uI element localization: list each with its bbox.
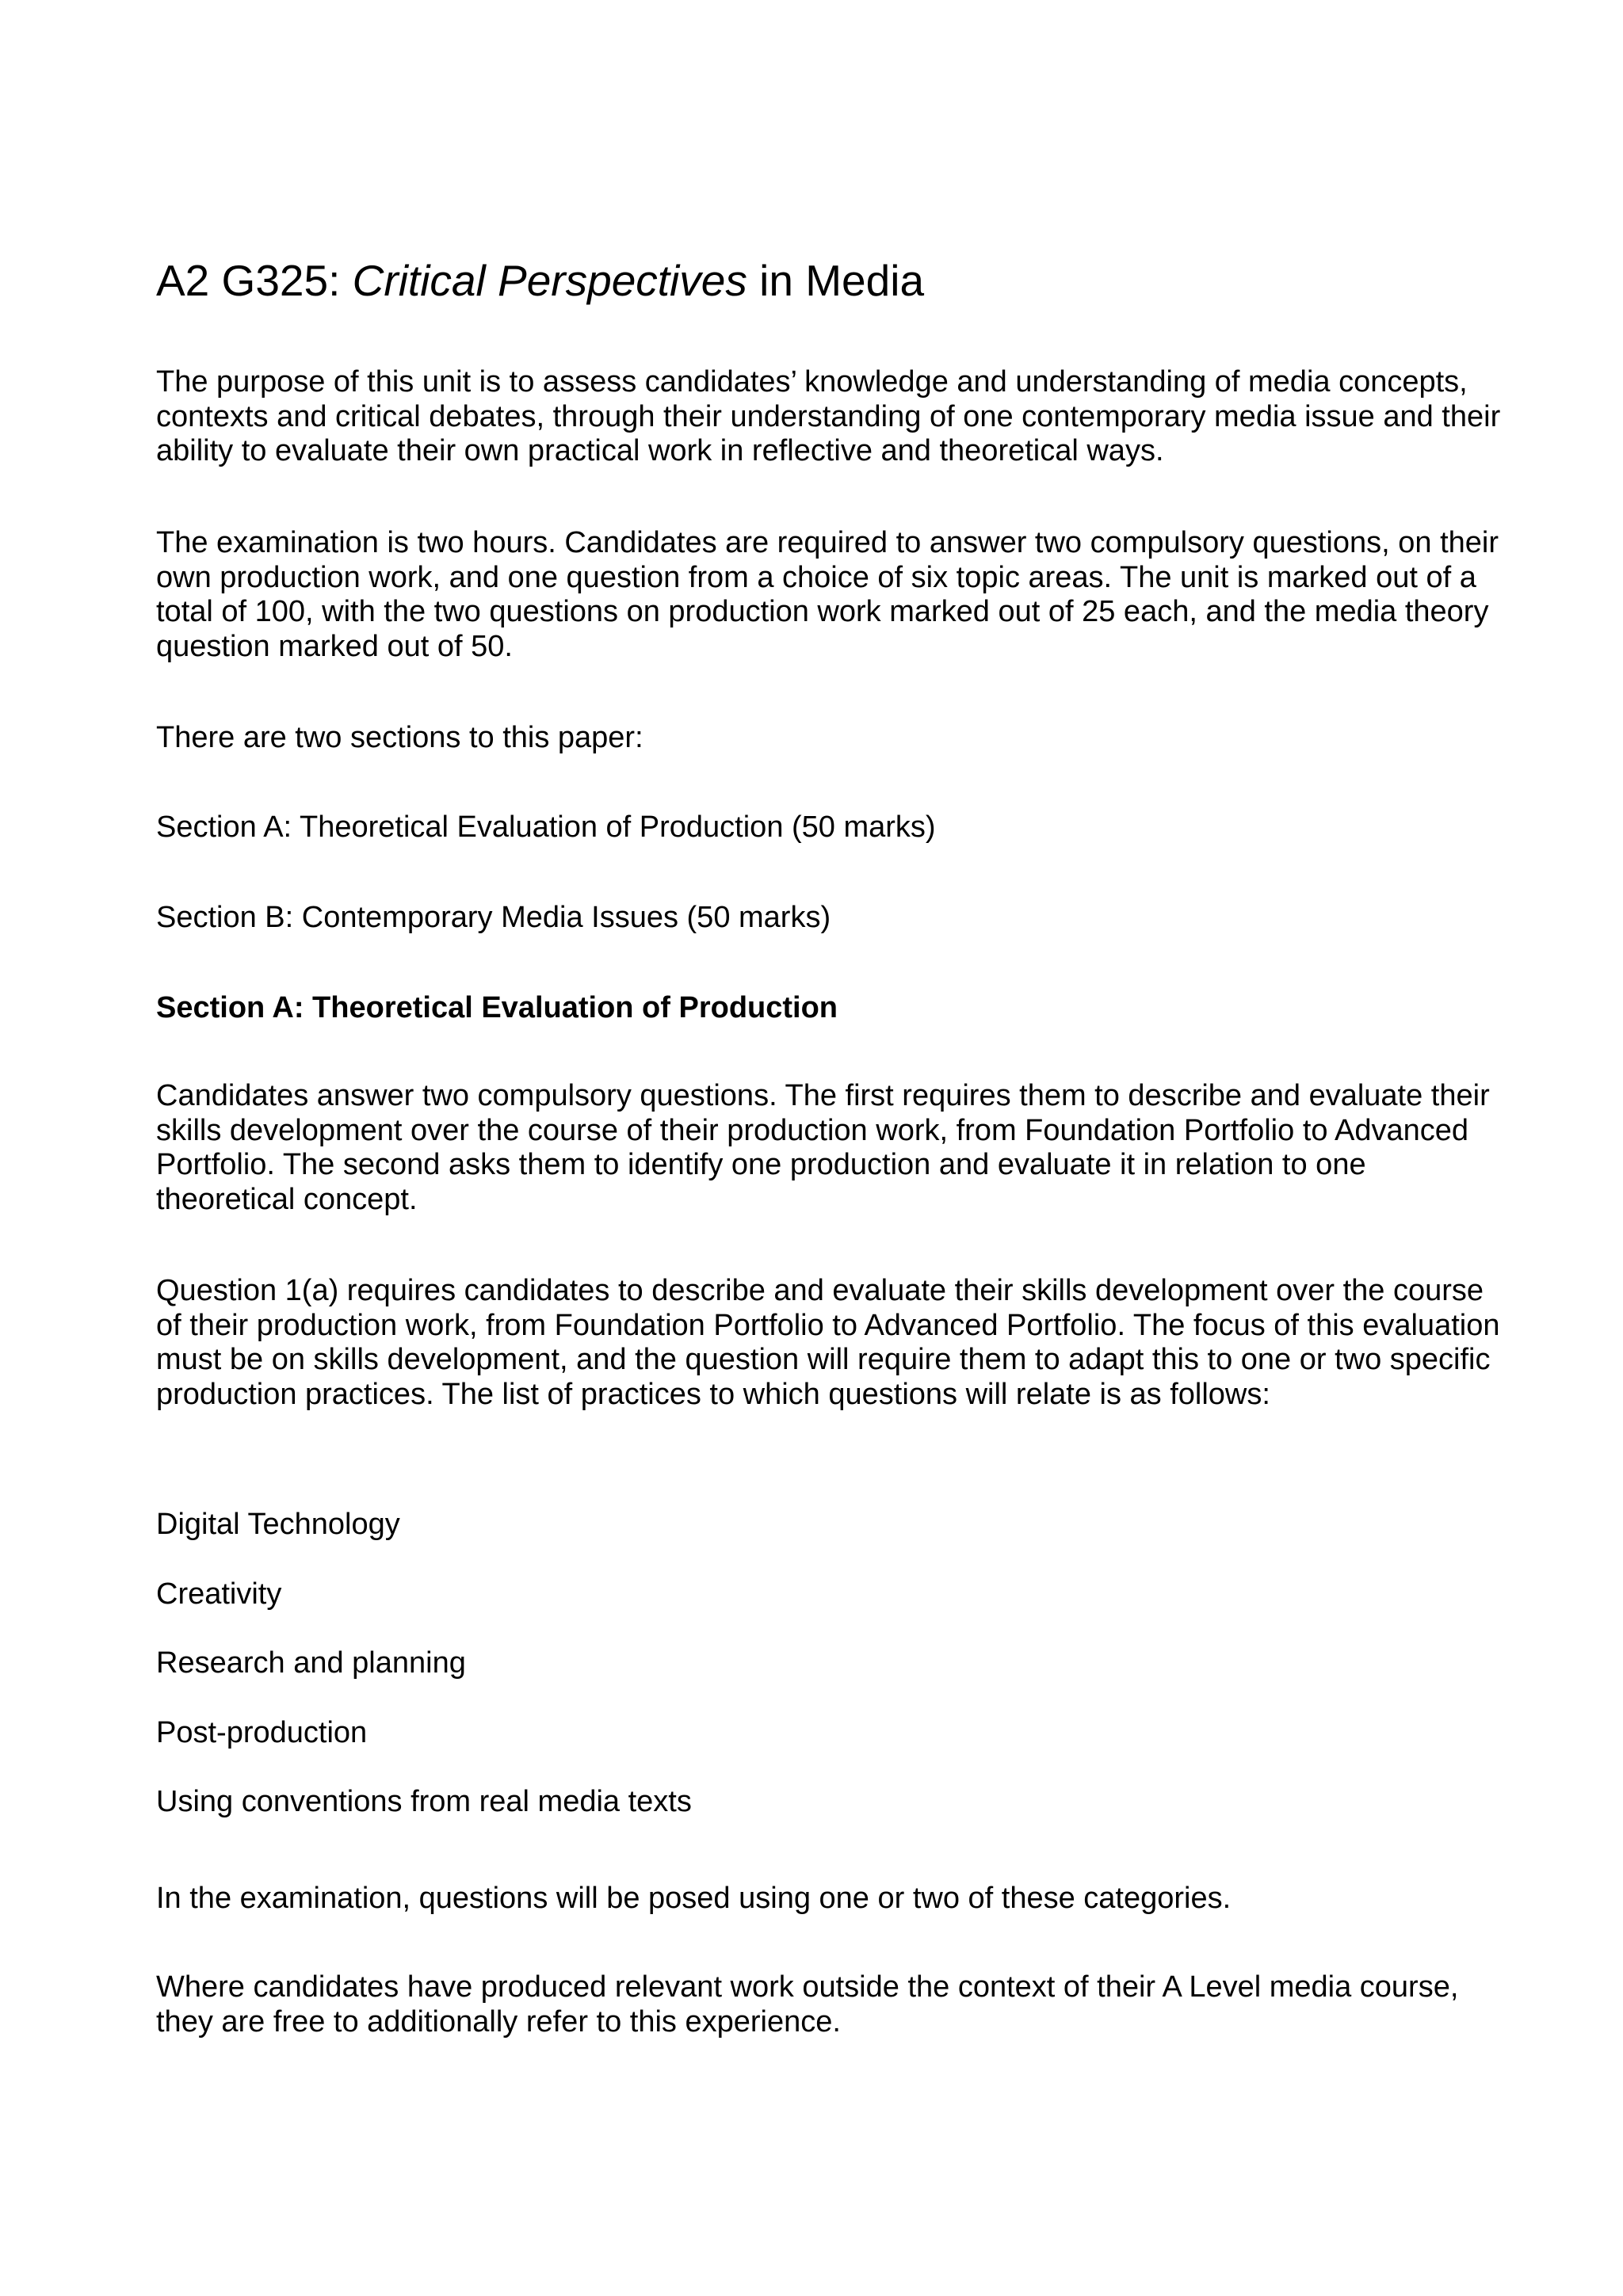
section-a-heading: Section A: Theoretical Evaluation of Production: [156, 991, 838, 1024]
practice-item: Research and planning: [156, 1646, 466, 1680]
title-prefix: A2 G325:: [156, 256, 353, 305]
categories-note: In the examination, questions will be posed using one or two of these categories.: [156, 1882, 1232, 1915]
practice-item: Digital Technology: [156, 1508, 400, 1541]
title-italic: Critical Perspectives: [352, 256, 747, 305]
section-a-paragraph: Candidates answer two compulsory questions. The first requires them to describe and evaluate their skills development over the course of their production work, from Foundation Portfolio to Advanced Portfolio. The second asks them to identify one production and evaluate it in relation to one theoretical concept.: [156, 1079, 1490, 1216]
sections-intro: There are two sections to this paper:: [156, 721, 643, 754]
practice-item: Post-production: [156, 1716, 368, 1749]
section-a-summary: Section A: Theoretical Evaluation of Production (50 marks): [156, 810, 936, 844]
section-b-summary: Section B: Contemporary Media Issues (50 marks): [156, 901, 831, 934]
outside-work-note: Where candidates have produced relevant work outside the context of their A Level media course, they are free to additionally refer to this experience.: [156, 1970, 1459, 2039]
practice-item: Using conventions from real media texts: [156, 1785, 692, 1818]
document-title: [156, 252, 924, 309]
practice-item: Creativity: [156, 1577, 282, 1611]
intro-paragraph: The purpose of this unit is to assess candidates’ knowledge and understanding of media concepts, contexts and critical debates, through their understanding of one contemporary media issue and their ability to evaluate their own practical work in reflective and theoretical ways.: [156, 365, 1501, 468]
question-paragraph: Question 1(a) requires candidates to describe and evaluate their skills development over the course of their production work, from Foundation Portfolio to Advanced Portfolio. The focus of this evaluation must be on skills development, and the question will require them to adapt this to one or two specific production practices. The list of practices to which questions will relate is as follows:: [156, 1274, 1500, 1411]
exam-paragraph: The examination is two hours. Candidates are required to answer two compulsory questions, on their own production work, and one question from a choice of six topic areas. The unit is marked out of a total of 100, with the two questions on production work marked out of 25 each, and the media theory question marked out of 50.: [156, 526, 1499, 663]
title-suffix: in Media: [747, 256, 925, 305]
